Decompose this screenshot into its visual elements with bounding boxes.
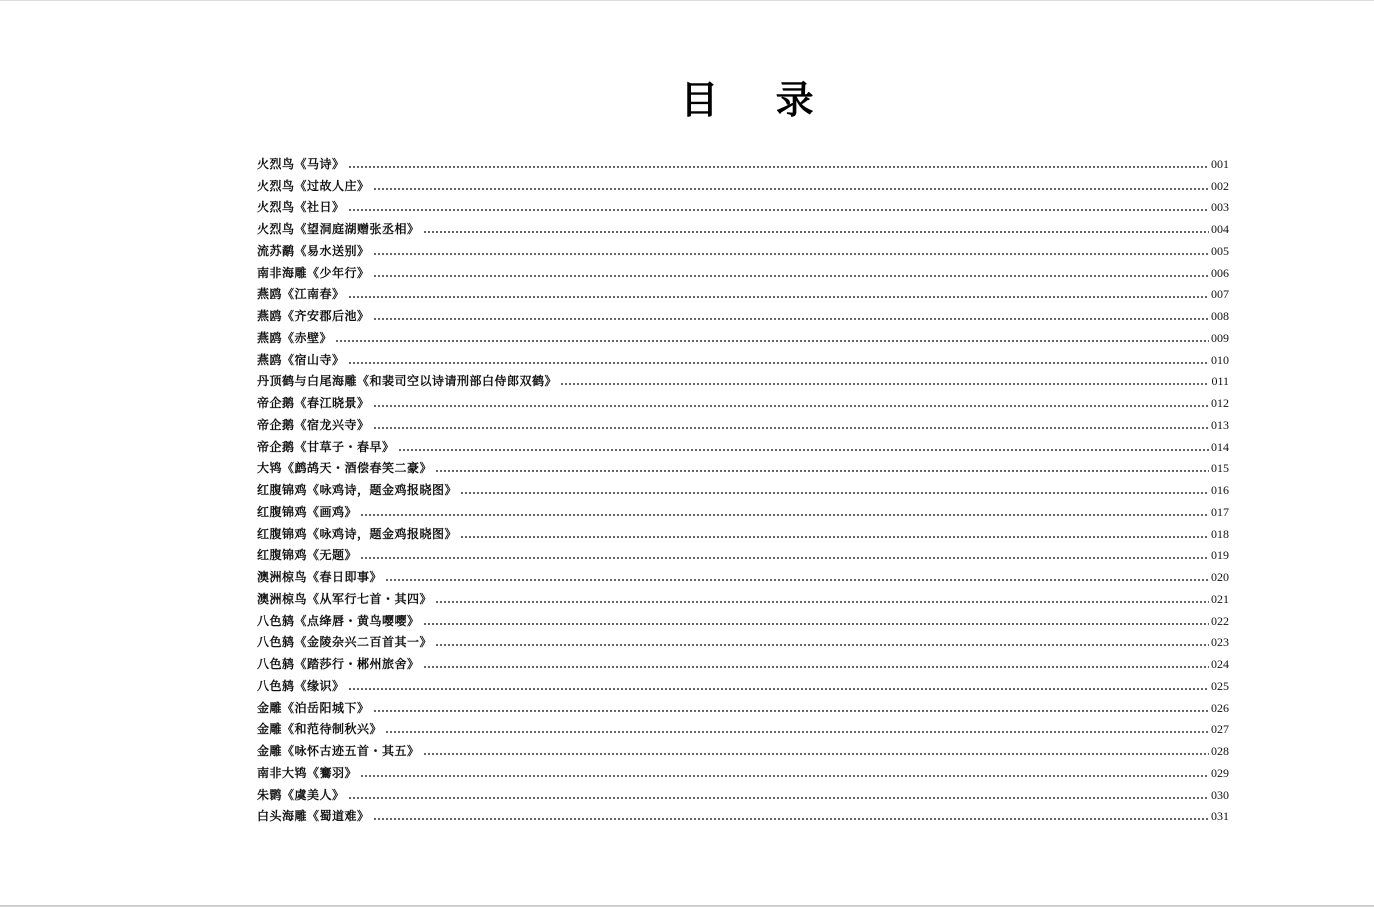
- toc-entry-page-number: 008: [1211, 309, 1229, 323]
- toc-entry-title: 南非大鸨《鶱羽》: [257, 765, 358, 780]
- toc-entry-page-number: 002: [1211, 178, 1229, 193]
- dot-leader: [348, 688, 1209, 690]
- dot-leader: [435, 470, 1209, 472]
- dot-leader: [435, 644, 1209, 646]
- dot-leader: [360, 557, 1209, 559]
- toc-entry-page-number: 013: [1211, 417, 1229, 432]
- dot-leader: [435, 601, 1209, 603]
- toc-entry-title: 朱鹮《虞美人》: [257, 787, 345, 802]
- toc-entry[interactable]: [257, 432, 1229, 454]
- toc-entry[interactable]: [257, 301, 1229, 323]
- dot-leader: [560, 383, 1209, 385]
- toc-entry-title: 红腹锦鸡《咏鸡诗，题金鸡报晓图》: [257, 526, 458, 541]
- dot-leader: [373, 710, 1209, 712]
- toc-entry-title: 八色鸫《金陵杂兴二百首其一》: [257, 635, 433, 650]
- dot-leader: [460, 492, 1209, 494]
- dot-leader: [348, 362, 1209, 364]
- dot-leader: [373, 275, 1209, 277]
- toc-entry-page-number: 015: [1211, 461, 1229, 476]
- table-of-contents: [257, 149, 1229, 823]
- toc-entry-title: 澳洲椋鸟《从军行七首・其四》: [257, 591, 433, 606]
- dot-leader: [373, 253, 1209, 255]
- toc-entry[interactable]: [257, 802, 1229, 824]
- toc-entry[interactable]: [257, 193, 1229, 215]
- toc-entry[interactable]: [257, 715, 1229, 737]
- dot-leader: [385, 579, 1209, 581]
- dot-leader: [398, 449, 1209, 451]
- toc-entry-title: 火烈鸟《望洞庭湖赠张丞相》: [257, 222, 420, 236]
- toc-entry-title: 金雕《泊岳阳城下》: [257, 700, 370, 715]
- toc-entry[interactable]: [257, 562, 1229, 584]
- toc-entry-page-number: 026: [1211, 700, 1229, 715]
- toc-entry-page-number: 005: [1211, 243, 1229, 258]
- toc-entry-page-number: 012: [1211, 396, 1229, 410]
- toc-entry[interactable]: [257, 519, 1229, 541]
- toc-entry[interactable]: [257, 606, 1229, 628]
- toc-entry-title: 燕鸥《赤壁》: [257, 330, 333, 345]
- toc-entry[interactable]: [257, 541, 1229, 563]
- toc-entry[interactable]: [257, 693, 1229, 715]
- toc-entry-title: 八色鸫《踏莎行・郴州旅舍》: [257, 657, 420, 671]
- toc-entry-title: 火烈鸟《过故人庄》: [257, 178, 370, 193]
- toc-entry-page-number: 014: [1211, 439, 1229, 454]
- toc-entry-page-number: 003: [1211, 200, 1229, 215]
- toc-entry-title: 红腹锦鸡《画鸡》: [257, 504, 358, 519]
- toc-entry-title: 帝企鹅《春江晓景》: [257, 396, 370, 410]
- toc-entry[interactable]: [257, 410, 1229, 432]
- toc-entry-title: 八色鸫《点绛唇・黄鸟嘤嘤》: [257, 613, 420, 628]
- dot-leader: [460, 536, 1209, 538]
- dot-leader: [373, 318, 1209, 320]
- toc-entry[interactable]: [257, 497, 1229, 519]
- toc-entry-page-number: 007: [1211, 287, 1229, 302]
- toc-entry[interactable]: [257, 388, 1229, 410]
- toc-entry-title: 红腹锦鸡《无题》: [257, 548, 358, 563]
- toc-entry-title: 金雕《咏怀古迹五首・其五》: [257, 744, 420, 758]
- toc-entry-title: 燕鸥《宿山寺》: [257, 352, 345, 367]
- toc-entry[interactable]: [257, 280, 1229, 302]
- toc-entry-page-number: 006: [1211, 265, 1229, 280]
- toc-entry-page-number: 020: [1211, 570, 1229, 584]
- dot-leader: [373, 405, 1209, 407]
- toc-entry-title: 流苏鹬《易水送别》: [257, 243, 370, 258]
- toc-entry[interactable]: [257, 323, 1229, 345]
- toc-entry-page-number: 029: [1211, 765, 1229, 780]
- toc-entry-page-number: 018: [1211, 526, 1229, 541]
- toc-entry-page-number: 024: [1211, 657, 1229, 671]
- toc-entry[interactable]: [257, 454, 1229, 476]
- toc-entry[interactable]: [257, 171, 1229, 193]
- toc-entry-page-number: 027: [1211, 722, 1229, 737]
- dot-leader: [348, 797, 1209, 799]
- toc-entry-page-number: 021: [1211, 591, 1229, 606]
- toc-entry-page-number: 022: [1211, 613, 1229, 628]
- toc-entry[interactable]: [257, 258, 1229, 280]
- toc-entry-page-number: 025: [1211, 678, 1229, 693]
- toc-entry-title: 大鸨《鹧鸪天・酒偿春笑二豪》: [257, 461, 433, 476]
- toc-entry-page-number: 031: [1211, 809, 1229, 824]
- dot-leader: [385, 731, 1209, 733]
- toc-entry[interactable]: [257, 236, 1229, 258]
- toc-entry-title: 火烈鸟《马诗》: [257, 156, 345, 171]
- toc-entry[interactable]: [257, 649, 1229, 671]
- dot-leader: [373, 427, 1209, 429]
- toc-entry-page-number: 016: [1211, 483, 1229, 497]
- toc-entry-page-number: 019: [1211, 548, 1229, 563]
- toc-entry-title: 燕鸥《齐安郡后池》: [257, 309, 370, 323]
- toc-entry[interactable]: [257, 214, 1229, 236]
- dot-leader: [423, 231, 1209, 233]
- toc-entry-title: 丹顶鹤与白尾海雕《和裴司空以诗请刑部白侍郎双鹤》: [257, 374, 558, 389]
- toc-entry-title: 八色鸫《缘识》: [257, 678, 345, 693]
- toc-entry-title: 火烈鸟《社日》: [257, 200, 345, 215]
- toc-entry[interactable]: [257, 671, 1229, 693]
- toc-entry-page-number: 001: [1211, 156, 1229, 171]
- toc-entry[interactable]: [257, 149, 1229, 171]
- dot-leader: [423, 753, 1209, 755]
- toc-entry-title: 帝企鹅《甘草子・春早》: [257, 439, 395, 454]
- toc-entry-title: 白头海雕《蜀道难》: [257, 809, 370, 824]
- toc-entry-page-number: 028: [1211, 744, 1229, 758]
- dot-leader: [360, 514, 1209, 516]
- toc-entry-title: 金雕《和范待制秋兴》: [257, 722, 383, 737]
- toc-entry[interactable]: [257, 628, 1229, 650]
- dot-leader: [423, 666, 1209, 668]
- toc-entry[interactable]: [257, 584, 1229, 606]
- top-page-edge: [0, 0, 1374, 1]
- toc-entry[interactable]: [257, 736, 1229, 758]
- dot-leader: [373, 188, 1209, 190]
- toc-entry[interactable]: [257, 758, 1229, 780]
- toc-entry[interactable]: [257, 367, 1229, 389]
- dot-leader: [335, 340, 1209, 342]
- toc-entry-title: 帝企鹅《宿龙兴寺》: [257, 417, 370, 432]
- dot-leader: [348, 296, 1209, 298]
- dot-leader: [348, 209, 1209, 211]
- toc-entry-page-number: 011: [1211, 374, 1229, 389]
- toc-entry-title: 燕鸥《江南春》: [257, 287, 345, 302]
- toc-entry-page-number: 017: [1211, 504, 1229, 519]
- toc-entry-page-number: 030: [1211, 787, 1229, 802]
- toc-entry-page-number: 004: [1211, 222, 1229, 236]
- dot-leader: [348, 166, 1209, 168]
- dot-leader: [373, 818, 1209, 820]
- toc-entry-title: 澳洲椋鸟《春日即事》: [257, 570, 383, 584]
- toc-entry-title: 红腹锦鸡《咏鸡诗，题金鸡报晓图》: [257, 483, 458, 497]
- toc-entry[interactable]: [257, 475, 1229, 497]
- toc-entry-page-number: 010: [1211, 352, 1229, 367]
- toc-entry-title: 南非海雕《少年行》: [257, 265, 370, 280]
- page-title: 目 录: [680, 77, 836, 122]
- dot-leader: [360, 775, 1209, 777]
- toc-entry-page-number: 023: [1211, 635, 1229, 650]
- toc-entry[interactable]: [257, 780, 1229, 802]
- toc-entry-page-number: 009: [1211, 330, 1229, 345]
- dot-leader: [423, 623, 1209, 625]
- toc-entry[interactable]: [257, 345, 1229, 367]
